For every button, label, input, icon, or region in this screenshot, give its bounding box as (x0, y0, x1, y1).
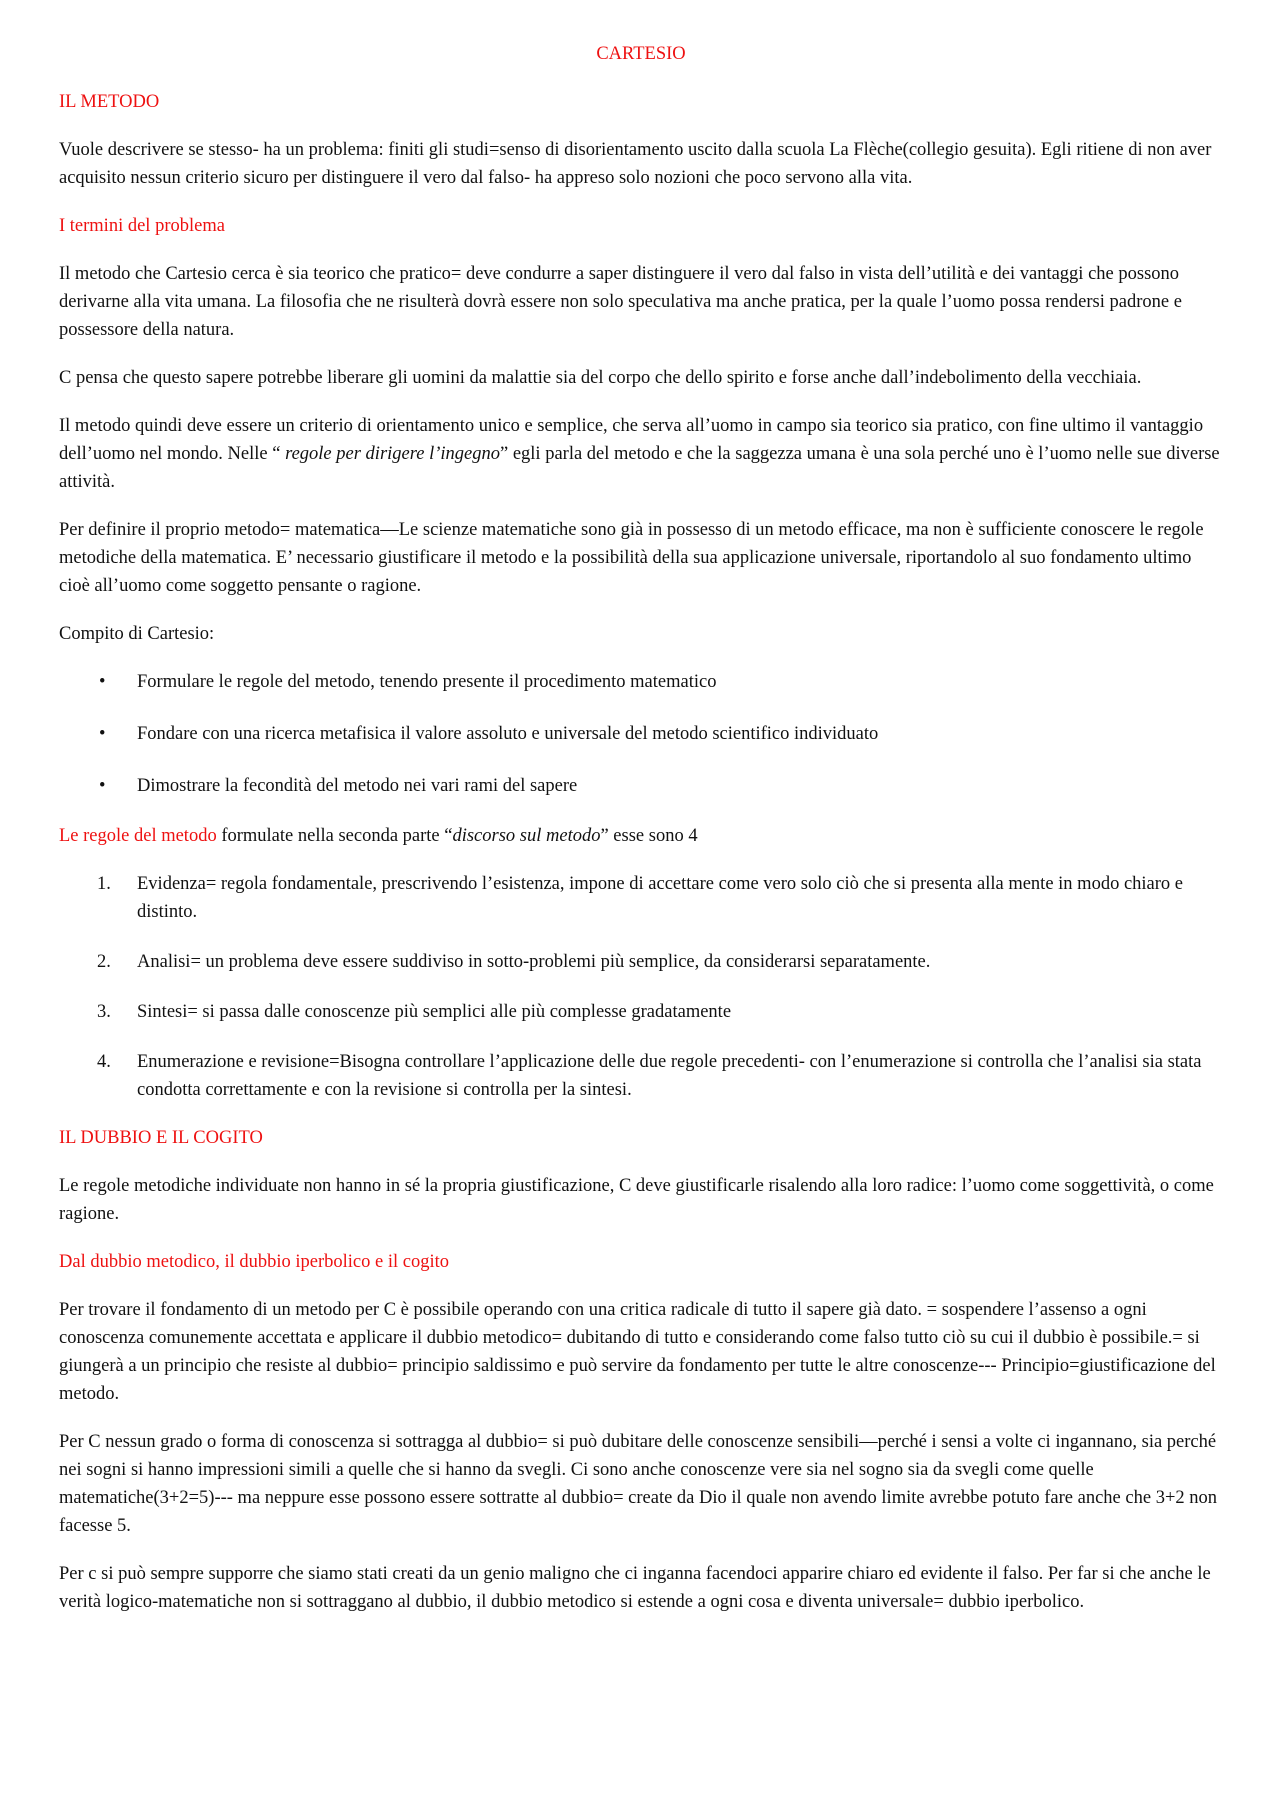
dubbio-paragraph-1: Per trovare il fondamento di un metodo per C è possibile operando con una critica radicale di tutto il sapere già dato. = sospendere l’assenso a ogni conoscenza comunemente accettata e applicare il dubbio metodico= dubitando di tutto e considerando come falso tutto ciò su cui il dubbio è possibile.= si giungerà a un principio che resiste al dubbio= principio saldissimo e può servire da fondamento per tutte le altre conoscenze--- Principio=giustificazione del metodo. (59, 1300, 1216, 1404)
regole-heading-text-a: formulate nella seconda parte “ (216, 826, 453, 846)
list-item-text: Formulare le regole del metodo, tenendo presente il procedimento matematico (137, 672, 717, 692)
list-item-text: Evidenza= regola fondamentale, prescrivendo l’esistenza, impone di accettare come vero solo ciò che si presenta alla mente in modo chiaro e distinto. (137, 874, 1183, 922)
subheading-dubbio-metodico: Dal dubbio metodico, il dubbio iperbolico e il cogito (59, 1252, 449, 1272)
list-item (59, 720, 1223, 748)
section-heading-metodo: IL METODO (59, 92, 160, 112)
bullet-icon: • (99, 776, 106, 796)
termini-paragraph-3 (59, 412, 1223, 496)
regole-heading-line (59, 822, 1223, 850)
list-item-text: Analisi= un problema deve essere suddiviso in sotto-problemi più semplice, da considerarsi separatamente. (137, 952, 931, 972)
dubbio-paragraph-2: Per C nessun grado o forma di conoscenza si sottragga al dubbio= si può dubitare delle conoscenze sensibili—perché i sensi a volte ci ingannano, sia perché nei sogni si hanno impressioni simili a quelle che si hanno da svegli. Ci sono anche conoscenze vere sia nel sogno sia da svegli come quelle matematiche(3+2=5)--- ma neppure esse possono essere sottratte al dubbio= create da Dio il quale non avendo limite avrebbe potuto fare anche che 3+2 non facesse 5. (59, 1432, 1218, 1536)
list-item-number: 2. (97, 952, 111, 972)
list-item (59, 668, 1223, 696)
list-item-number: 3. (97, 1002, 111, 1022)
bullet-icon: • (99, 672, 106, 692)
list-item (59, 1048, 1223, 1104)
metodo-intro-paragraph: Vuole descrivere se stesso- ha un problema: finiti gli studi=senso di disorientamento uscito dalla scuola La Flèche(collegio gesuita). Egli ritiene di non aver acquisito nessun criterio sicuro per distinguere il vero dal falso- ha appreso solo nozioni che poco servono alla vita. (59, 140, 1212, 188)
termini-paragraph-1: Il metodo che Cartesio cerca è sia teorico che pratico= deve condurre a saper distinguere il vero dal falso in vista dell’utilità e dei vantaggi che possono derivarne alla vita umana. La filosofia che ne risulterà dovrà essere non solo speculativa ma anche pratica, per la quale l’uomo possa rendersi padrone e possessore della natura. (59, 264, 1182, 340)
termini-paragraph-3-text-a: Il metodo quindi deve essere un criterio di orientamento unico e semplice, che serva all’uomo in campo sia teorico sia pratico, con fine ultimo il vantaggio dell’uomo nel mondo. Nelle “ (59, 416, 1204, 464)
list-item (59, 870, 1223, 926)
compito-label: Compito di Cartesio: (59, 624, 215, 644)
section-heading-dubbio-cogito: IL DUBBIO E IL COGITO (59, 1128, 263, 1148)
list-item-number: 1. (97, 874, 111, 894)
list-item-text: Enumerazione e revisione=Bisogna controllare l’applicazione delle due regole precedenti- con l’enumerazione si controlla che l’analisi sia stata condotta correttamente e con la revisione si controlla per la sintesi. (137, 1052, 1202, 1100)
dubbio-paragraph-3: Per c si può sempre supporre che siamo stati creati da un genio maligno che ci inganna facendoci apparire chiaro ed evidente il falso. Per far si che anche le verità logico-matematiche non si sottraggano al dubbio, il dubbio metodico si estende a ogni cosa e diventa universale= dubbio iperbolico. (59, 1564, 1211, 1612)
subheading-termini-problema: I termini del problema (59, 216, 225, 236)
termini-paragraph-4: Per definire il proprio metodo= matematica—Le scienze matematiche sono già in possesso di un metodo efficace, ma non è sufficiente conoscere le regole metodiche della matematica. E’ necessario giustificare il metodo e la possibilità della sua applicazione universale, riportandolo al suo fondamento ultimo cioè all’uomo come soggetto pensante o ragione. (59, 520, 1204, 596)
list-item-number: 4. (97, 1052, 111, 1072)
list-item-text: Dimostrare la fecondità del metodo nei vari rami del sapere (137, 776, 578, 796)
regole-heading-text-b: ” esse sono 4 (600, 826, 698, 846)
list-item (59, 998, 1223, 1026)
list-item (59, 948, 1223, 976)
list-item-text: Fondare con una ricerca metafisica il valore assoluto e universale del metodo scientifico individuato (137, 724, 879, 744)
document-page (59, 40, 1223, 1636)
regole-ingegno-title: regole per dirigere l’ingegno (285, 444, 500, 464)
document-title: CARTESIO (596, 44, 686, 64)
regole-list (59, 870, 1223, 1104)
compito-list (59, 668, 1223, 800)
list-item-text: Sintesi= si passa dalle conoscenze più semplici alle più complesse gradatamente (137, 1002, 732, 1022)
list-item (59, 772, 1223, 800)
regole-heading: Le regole del metodo (59, 826, 217, 846)
termini-paragraph-3-text-b: ” egli parla del metodo e che la saggezza umana è una sola perché uno è l’uomo nelle sue diverse attività. (59, 444, 1220, 492)
discorso-metodo-title: discorso sul metodo (452, 826, 601, 846)
termini-paragraph-2: C pensa che questo sapere potrebbe liberare gli uomini da malattie sia del corpo che dello spirito e forse anche dall’indebolimento della vecchiaia. (59, 368, 1142, 388)
dubbio-intro-paragraph: Le regole metodiche individuate non hanno in sé la propria giustificazione, C deve giustificarle risalendo alla loro radice: l’uomo come soggettività, o come ragione. (59, 1176, 1214, 1224)
bullet-icon: • (99, 724, 106, 744)
